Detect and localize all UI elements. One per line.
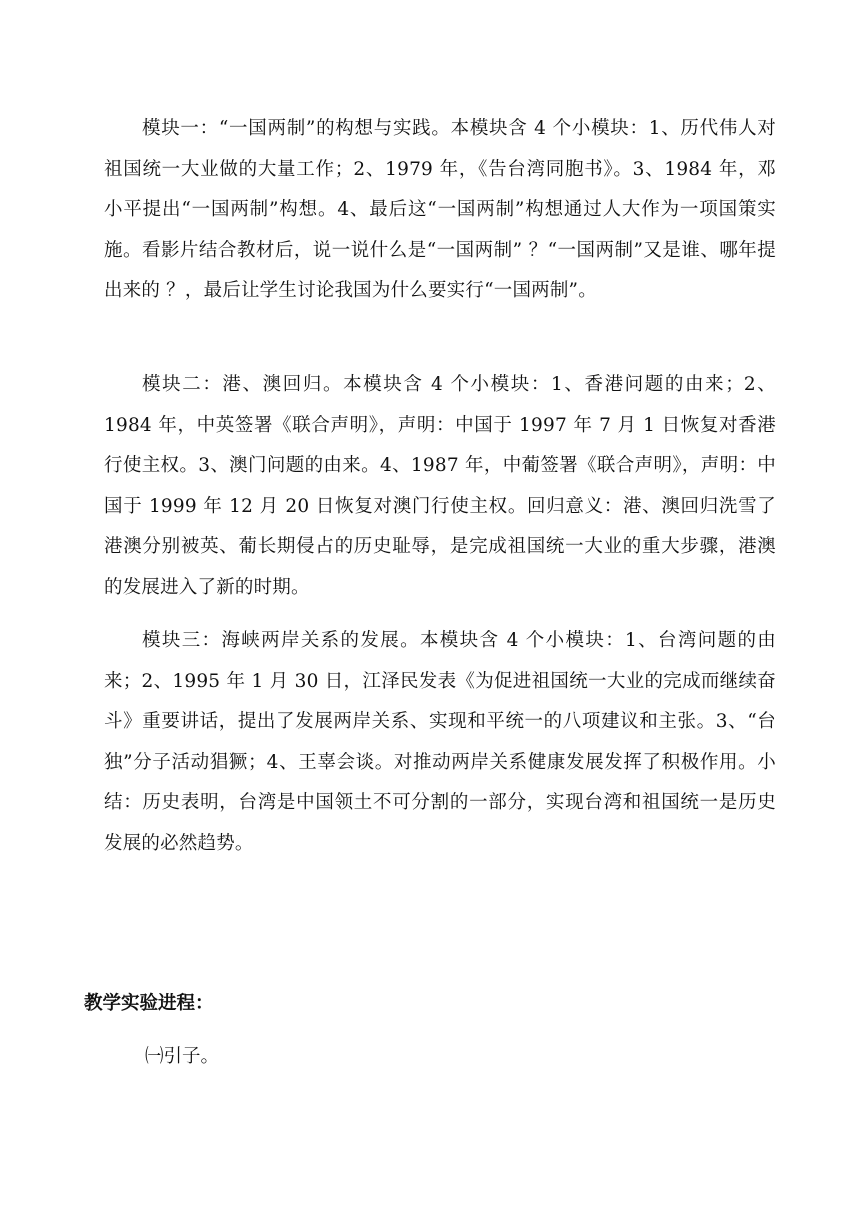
subsection-item: ㈠引子。 bbox=[145, 1046, 220, 1067]
paragraph-module-one: 模块一：“一国两制”的构想与实践。本模块含 4 个小模块：1、历代伟人对祖国统一大业做的大量工作；2、1979 年，《告台湾同胞书》。3、1984 年，邓小平提出“一国两制”构想。4、最后这“一国两制”构想通过人大作为一项国策实施。看影片结合教材后，说一说什么是“一国两制” ？“一国两制”又是谁、哪年提出来的 ？，最后让学生讨论我国为什么要实行“一国两制”。 bbox=[104, 118, 776, 301]
paragraph-module-two: 模块二：港、澳回归。本模块含 4 个小模块：1、香港问题的由来；2、1984 年，中英签署《联合声明》，声明：中国于 1997 年 7 月 1 日恢复对香港行使主权。3、澳门问题的由来。4、1987 年，中葡签署《联合声明》，声明：中国于 1999 年 12 月 20 日恢复对澳门行使主权。回归意义：港、澳回归洗雪了港澳分别被英、葡长期侵占的历史耻辱，是完成祖国统一大业的重大步骤，港澳的发展进入了新的时期。 bbox=[104, 374, 776, 598]
section-heading: 教学实验进程： bbox=[84, 993, 214, 1014]
paragraph-module-three: 模块三：海峡两岸关系的发展。本模块含 4 个小模块：1、台湾问题的由来；2、1995 年 1 月 30 日，江泽民发表《为促进祖国统一大业的完成而继续奋斗》重要讲话，提出了发展两岸关系、实现和平统一的八项建议和主张。3、“台独”分子活动猖獗；4、王辜会谈。对推动两岸关系健康发展发挥了积极作用。小结：历史表明，台湾是中国领土不可分割的一部分，实现台湾和祖国统一是历史发展的必然趋势。 bbox=[104, 630, 776, 854]
